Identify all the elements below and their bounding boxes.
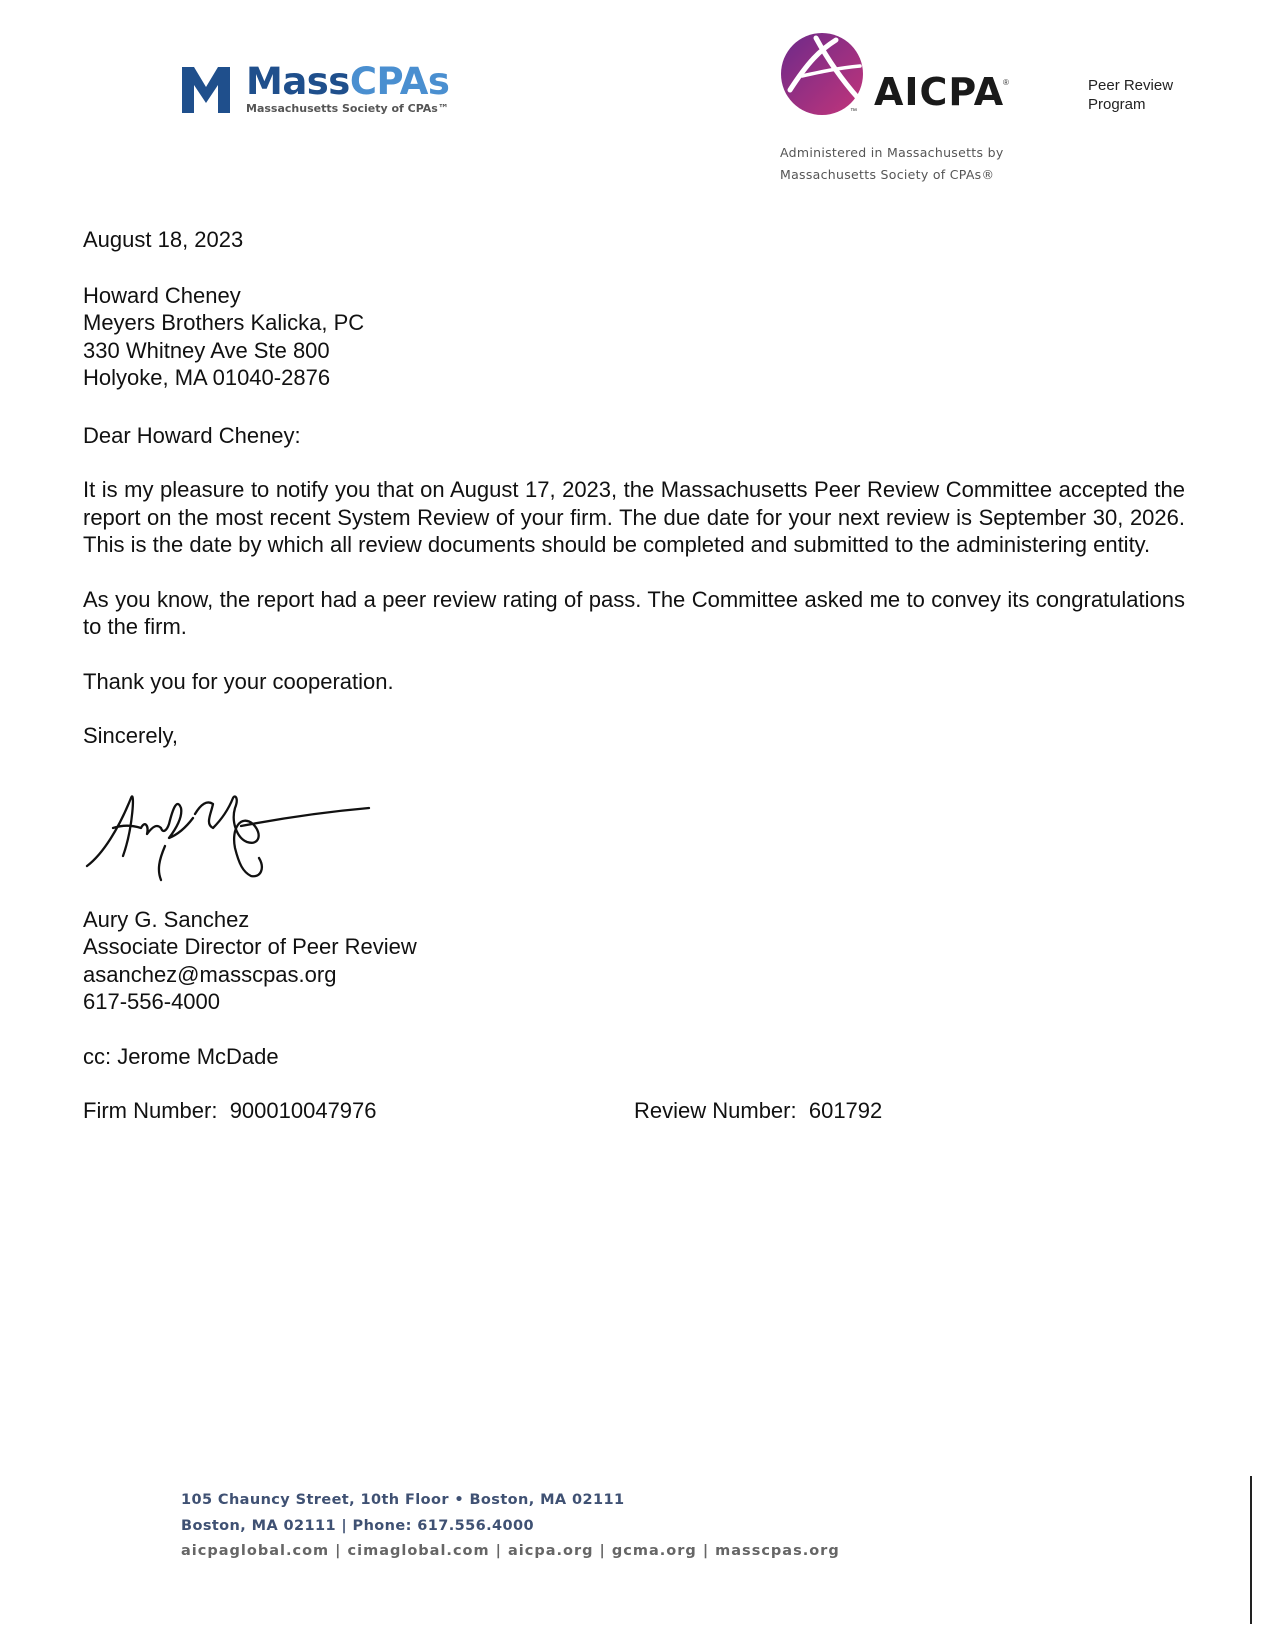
- footer-links: aicpaglobal.com | cimaglobal.com | aicpa.org | gcma.org | masscpas.org: [181, 1543, 840, 1559]
- firm-number-value: 900010047976: [229, 1098, 377, 1123]
- letter-footer: [181, 1488, 840, 1565]
- salutation: Dear Howard Cheney:: [83, 422, 301, 448]
- review-number-value: 601792: [808, 1098, 883, 1123]
- review-number: [634, 1097, 882, 1125]
- letter-body: [83, 226, 1185, 1125]
- masscpas-m-icon: [180, 65, 232, 115]
- signer-block: [83, 906, 1185, 1016]
- aicpa-registered-mark: ®: [1003, 78, 1009, 87]
- masscpas-logo: [180, 60, 450, 115]
- peer-review-program-label: Peer Review Program: [1088, 77, 1174, 113]
- administered-by-note: Administered in Massachusetts by Massachusetts Society of CPAs®: [780, 145, 1004, 182]
- recipient-street: 330 Whitney Ave Ste 800: [83, 337, 330, 363]
- reference-numbers: [83, 1097, 1185, 1125]
- aicpa-trademark: ™: [850, 108, 857, 115]
- firm-number: [83, 1097, 377, 1125]
- paragraph-thanks: Thank you for your cooperation.: [83, 668, 394, 694]
- review-number-label: Review Number:: [634, 1098, 797, 1123]
- signer-title: Associate Director of Peer Review: [83, 934, 417, 959]
- recipient-address: [83, 282, 1185, 392]
- signer-email: asanchez@masscpas.org: [83, 961, 337, 987]
- page-edge-line: [1250, 1476, 1252, 1624]
- paragraph-rating: As you know, the report had a peer review rating of pass. The Committee asked me to convey its congratulations to the firm.: [83, 586, 1185, 639]
- signature-area: [83, 768, 1185, 888]
- handwritten-signature: [83, 768, 373, 888]
- masscpas-wordmark: MassCPAs: [246, 60, 450, 103]
- aicpa-globe-icon: [780, 32, 864, 116]
- aicpa-logo: [780, 32, 1005, 116]
- signer-name: Aury G. Sanchez: [83, 906, 250, 932]
- recipient-name: Howard Cheney: [83, 282, 241, 308]
- paragraph-acceptance: It is my pleasure to notify you that on August 17, 2023, the Massachusetts Peer Review Committee accepted the report on the most recent System Review of your firm. The due date for your next review is September 30, 2026. This is the date by which all review documents should be completed and submitted to the administering entity.: [83, 477, 1185, 557]
- recipient-city: Holyoke, MA 01040-2876: [83, 365, 331, 390]
- signer-phone: 617-556-4000: [83, 989, 221, 1014]
- firm-number-label: Firm Number:: [83, 1098, 218, 1123]
- letter-date: August 18, 2023: [83, 227, 244, 252]
- closing: Sincerely,: [83, 723, 178, 748]
- recipient-firm: Meyers Brothers Kalicka, PC: [83, 310, 365, 335]
- footer-address: 105 Chauncy Street, 10th Floor • Boston, MA 02111: [181, 1492, 625, 1508]
- masscpas-subtitle: Massachusetts Society of CPAs™: [246, 102, 449, 115]
- aicpa-wordmark: AICPA: [874, 70, 1005, 114]
- cc-line: cc: Jerome McDade: [83, 1043, 279, 1069]
- footer-phone: Boston, MA 02111 | Phone: 617.556.4000: [181, 1517, 534, 1534]
